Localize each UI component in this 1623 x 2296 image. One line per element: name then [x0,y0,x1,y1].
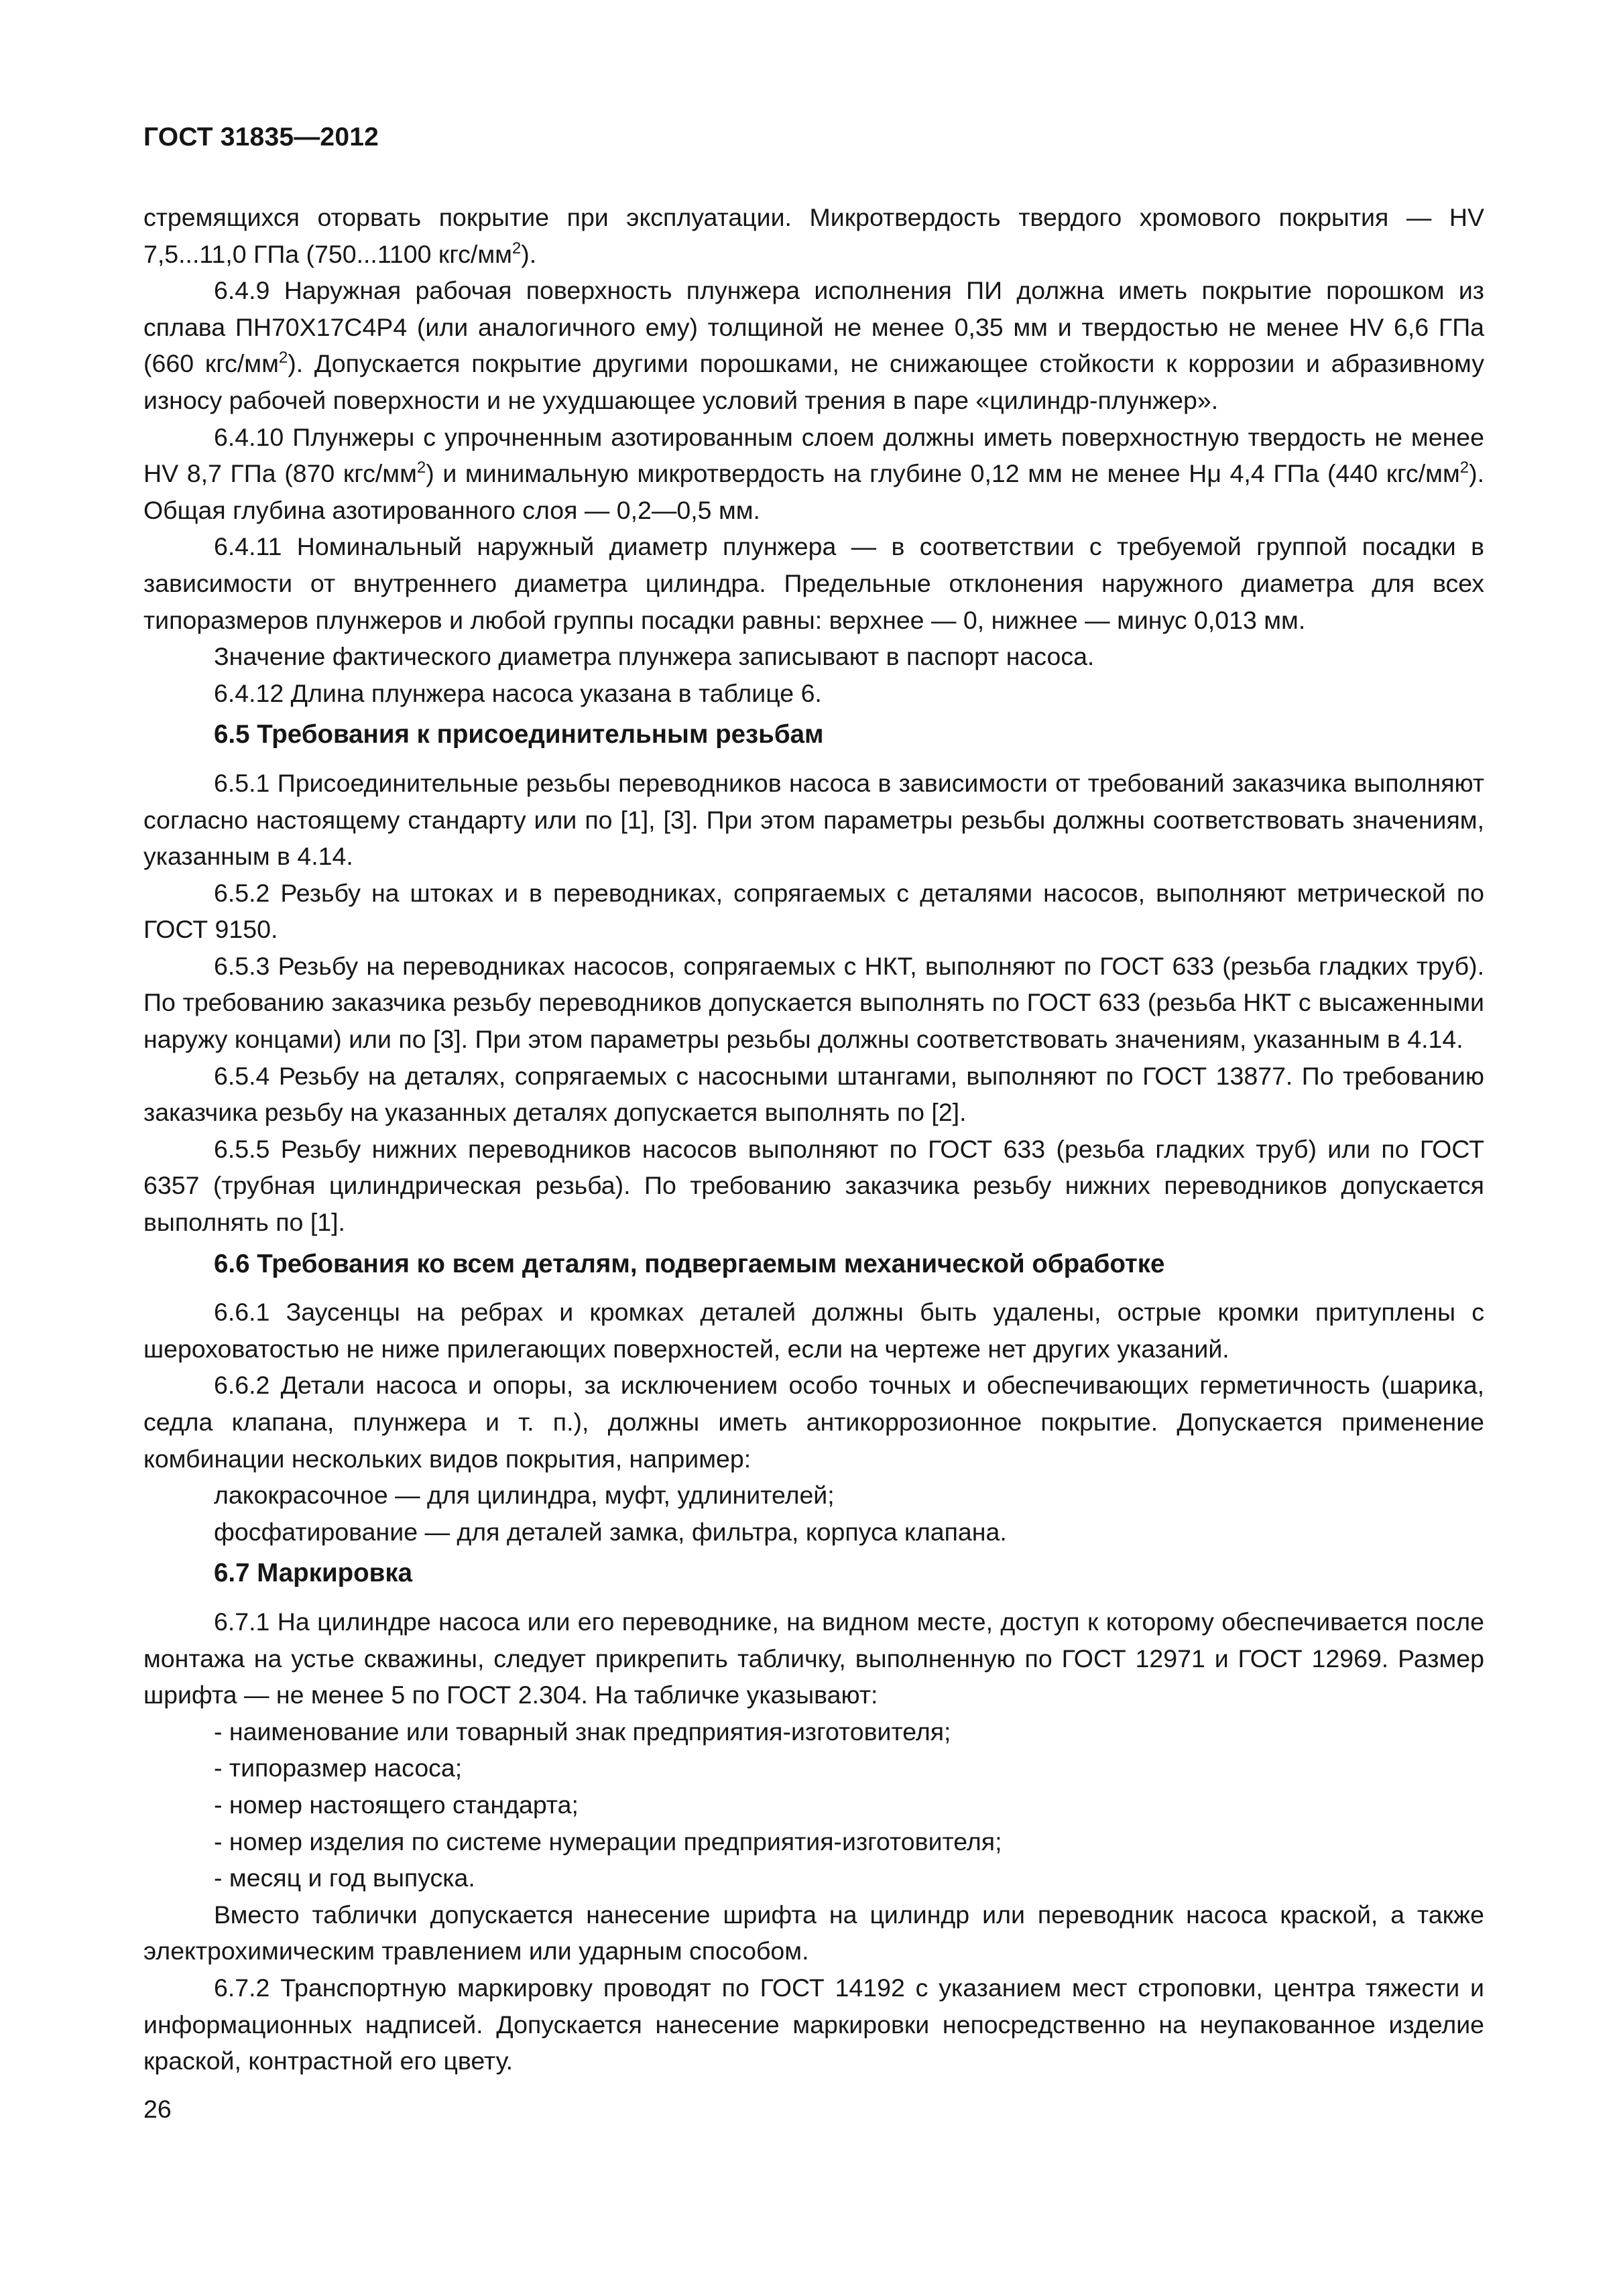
list-item-plate: - номер изделия по системе нумерации предприятия-изготовителя; [214,1827,1002,1856]
paragraph-6-7-1: 6.7.1 На цилиндре насоса или его переводнике, на видном месте, доступ к которому обеспечивается после монтажа на устье скважины, следует прикрепить табличку, выполненную по ГОСТ 12971 и ГОСТ 12969. Размер шрифта — не менее 5 по ГОСТ 2.304. На табличке указывают: [143,1607,1484,1709]
paragraph-6-7-1-alternative: Вместо таблички допускается нанесение шрифта на цилиндр или переводник насоса краской, а также электрохимическим травлением или ударным способом. [143,1900,1484,1966]
list-item-plate: - месяц и год выпуска. [214,1864,475,1892]
paragraph-6-5-1: 6.5.1 Присоединительные резьбы переводников насоса в зависимости от требований заказчика выполняют согласно настоящему стандарту или по [1], [3]. При этом параметры резьбы должны соответствовать значениям, указанным в 4.14. [143,768,1484,871]
superscript: 2 [512,239,522,257]
paragraph-6-5-5: 6.5.5 Резьбу нижних переводников насосов выполняют по ГОСТ 633 (резьба гладких труб) или по ГОСТ 6357 (трубная цилиндрическая резьба). По требованию заказчика резьбу нижних переводников допускается выполнять по [1]. [143,1134,1484,1237]
list-item-coating: лакокрасочное — для цилиндра, муфт, удлинителей; [214,1481,835,1510]
list-item-coating: фосфатирование — для деталей замка, фильтра, корпуса клапана. [214,1517,1007,1546]
paragraph-6-5-4: 6.5.4 Резьбу на деталях, сопрягаемых с насосными штангами, выполняют по ГОСТ 13877. По требованию заказчика резьбу на указанных деталях допускается выполнять по [2]. [143,1061,1484,1127]
document-body [143,199,1484,2079]
paragraph-6-5-3: 6.5.3 Резьбу на переводниках насосов, сопрягаемых с НКТ, выполняют по ГОСТ 633 (резьба гладких труб). По требованию заказчика резьбу переводников допускается выполнять по ГОСТ 633 (резьба НКТ с высаженными наружу концами) или по [3]. При этом параметры резьбы должны соответствовать значениям, указанным в 4.14. [143,951,1484,1054]
superscript: 2 [1459,459,1469,477]
paragraph-6-5-2: 6.5.2 Резьбу на штоках и в переводниках, сопрягаемых с деталями насосов, выполняют метрической по ГОСТ 9150. [143,878,1484,944]
text-span: стремящихся оторвать покрытие при эксплуатации. Микротвердость твердого хромового покрытия — HV 7,5...11,0 ГПа (750...1100 кгс/мм [143,203,1484,268]
section-heading-6-7: 6.7 Маркировка [214,1559,413,1588]
list-item-plate: - типоразмер насоса; [214,1754,463,1783]
section-heading-6-5: 6.5 Требования к присоединительным резьбам [214,720,824,749]
paragraph-6-6-1: 6.6.1 Заусенцы на ребрах и кромках деталей должны быть удалены, острые кромки притуплены с шероховатостью не ниже прилегающих поверхностей, если на чертеже нет других указаний. [143,1298,1484,1363]
text-span: ). Допускается покрытие другими порошками, не снижающее стойкости к коррозии и абразивному износу рабочей поверхности и не ухудшающее условий трения в паре «цилиндр-плунжер». [143,349,1484,414]
section-heading-6-6: 6.6 Требования ко всем деталям, подвергаемым механической обработке [214,1249,1165,1278]
text-span: ) и минимальную микротвердость на глубине 0,12 мм не менее Hμ 4,4 ГПа (440 кгс/мм [426,459,1460,488]
paragraph-continuation [143,199,1484,272]
page-number: 26 [143,2095,172,2123]
text-span: 6.4.9 Наружная рабочая поверхность плунжера исполнения ПИ должна иметь покрытие порошком из сплава ПН70Х17С4Р4 (или аналогичного ему) толщиной не менее 0,35 мм и твердостью не менее HV 6,6 ГПа (660 кгс/мм [143,276,1484,378]
list-item-plate: - наименование или товарный знак предприятия-изготовителя; [214,1717,951,1746]
list-item-plate: - номер настоящего стандарта; [214,1790,579,1819]
paragraph-6-4-9 [143,272,1484,418]
paragraph-6-6-2: 6.6.2 Детали насоса и опоры, за исключением особо точных и обеспечивающих герметичность (шарика, седла клапана, плунжера и т. п.), должны иметь антикоррозионное покрытие. Допускается применение комбинации нескольких видов покрытия, например: [143,1371,1484,1473]
text-span: ). Общая глубина азотированного слоя — 0,2—0,5 мм. [143,459,1485,524]
paragraph-6-7-2: 6.7.2 Транспортную маркировку проводят по ГОСТ 14192 с указанием мест строповки, центра тяжести и информационных надписей. Допускается нанесение маркировки непосредственно на неупакованное изделие краской, контрастной его цвету. [143,1973,1484,2075]
paragraph-6-4-11: 6.4.11 Номинальный наружный диаметр плунжера — в соответствии с требуемой группой посадки в зависимости от внутреннего диаметра цилиндра. Предельные отклонения наружного диаметра для всех типоразмеров плунжеров и любой группы посадки равны: верхнее — 0, нижнее — минус 0,013 мм. [143,532,1484,634]
text-span: ). [521,239,537,268]
superscript: 2 [416,459,426,477]
superscript: 2 [278,349,288,367]
paragraph-6-4-11-note: Значение фактического диаметра плунжера записывают в паспорт насоса. [214,642,1095,671]
document-code-header: ГОСТ 31835—2012 [143,123,379,152]
paragraph-6-4-12: 6.4.12 Длина плунжера насоса указана в таблице 6. [214,678,822,707]
text-span: 6.4.10 Плунжеры с упрочненным азотированным слоем должны иметь поверхностную твердость не менее HV 8,7 ГПа (870 кгс/мм [143,422,1484,488]
paragraph-6-4-10 [143,419,1484,529]
